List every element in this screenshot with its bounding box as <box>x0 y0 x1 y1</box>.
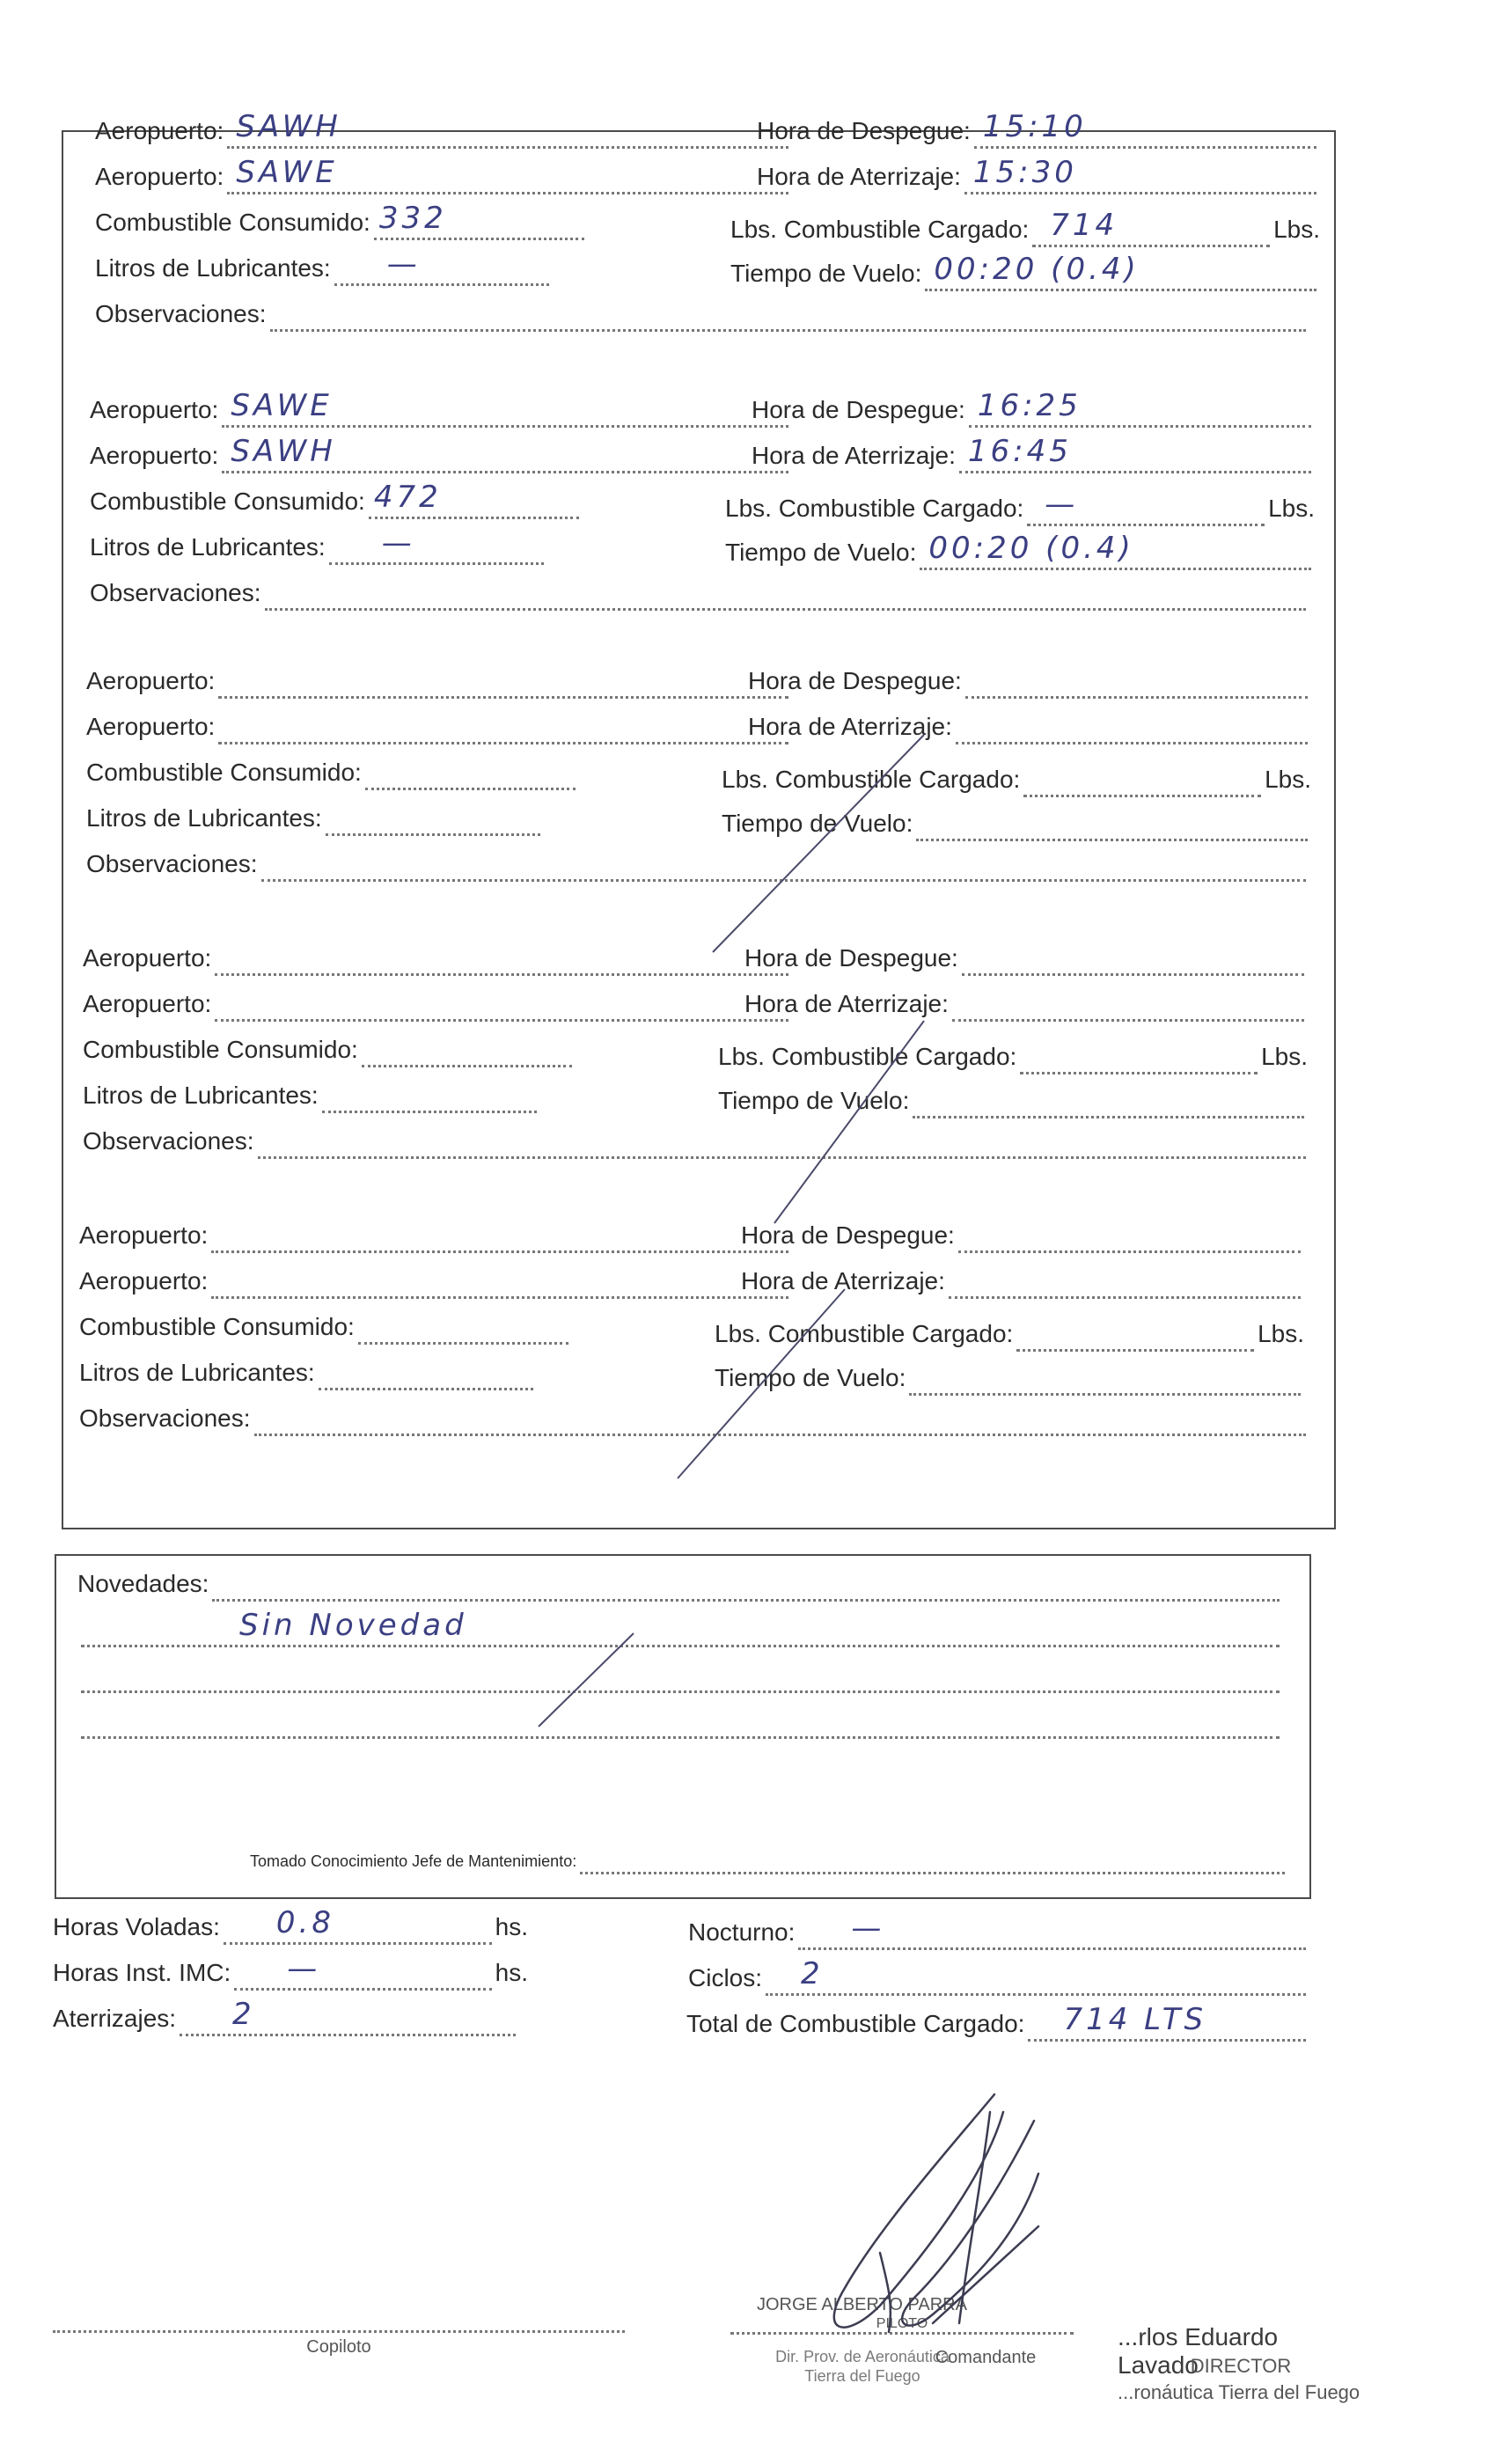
lubricants-value: — <box>381 525 415 561</box>
lubricants-label: Litros de Lubricantes: <box>83 1082 319 1109</box>
arr-time-label: Hora de Aterrizaje: <box>752 442 956 469</box>
flight-time-label: Tiempo de Vuelo: <box>718 1087 910 1114</box>
observations-label: Observaciones: <box>95 300 267 327</box>
commander-stamp-org: Dir. Prov. de Aeronáutica <box>775 2348 950 2365</box>
fuel-loaded-label: Lbs. Combustible Cargado: <box>722 766 1021 793</box>
fuel-loaded-value: — <box>1045 487 1079 522</box>
dep-airport-label: Aeropuerto: <box>79 1221 209 1249</box>
imc-label: Horas Inst. IMC: <box>53 1959 231 1986</box>
fuel-used-value: 332 <box>378 201 447 236</box>
fuel-used-label: Combustible Consumido: <box>83 1036 358 1063</box>
flight-time-value: 00:20 (0.4) <box>928 531 1134 566</box>
maintenance-label: Tomado Conocimiento Jefe de Mantenimiento: <box>250 1852 577 1870</box>
total-fuel-label: Total de Combustible Cargado: <box>686 2010 1025 2037</box>
arr-airport-value: SAWE <box>236 155 338 190</box>
dep-airport-value: SAWE <box>231 388 333 423</box>
night-label: Nocturno: <box>688 1918 796 1946</box>
fuel-used-label: Combustible Consumido: <box>95 209 370 236</box>
imc-value: — <box>287 1951 321 1986</box>
fuel-loaded-value: 714 <box>1050 208 1118 243</box>
lubricants-label: Litros de Lubricantes: <box>79 1359 315 1386</box>
arr-airport-label: Aeropuerto: <box>83 990 212 1017</box>
arr-time-value: 15:30 <box>972 155 1077 190</box>
flight-time-label: Tiempo de Vuelo: <box>715 1364 906 1391</box>
cancel-stroke-block-4 <box>774 1021 924 1223</box>
novedades-text: Sin Novedad <box>239 1608 467 1643</box>
observations-label: Observaciones: <box>83 1127 254 1155</box>
fuel-used-label: Combustible Consumido: <box>79 1313 355 1340</box>
fuel-used-label: Combustible Consumido: <box>90 488 365 515</box>
fuel-unit: Lbs. <box>1273 216 1320 243</box>
lubricants-label: Litros de Lubricantes: <box>86 804 322 832</box>
dep-time-value: 15:10 <box>982 109 1087 144</box>
arr-time-label: Hora de Aterrizaje: <box>748 713 952 740</box>
fuel-unit: Lbs. <box>1268 495 1315 522</box>
dep-time-label: Hora de Despegue: <box>744 944 958 972</box>
total-fuel-value: 714 LTS <box>1063 2002 1207 2037</box>
cycles-value: 2 <box>801 1956 824 1991</box>
landings-label: Aterrizajes: <box>53 2005 177 2032</box>
dep-time-value: 16:25 <box>977 388 1082 423</box>
cycles-label: Ciclos: <box>688 1964 763 1991</box>
lubricants-label: Litros de Lubricantes: <box>90 533 326 561</box>
commander-signature-scribble <box>834 2094 1038 2332</box>
dep-airport-label: Aeropuerto: <box>95 117 224 144</box>
arr-airport-label: Aeropuerto: <box>86 713 216 740</box>
arr-time-label: Hora de Aterrizaje: <box>757 163 961 190</box>
fuel-loaded-label: Lbs. Combustible Cargado: <box>715 1320 1014 1347</box>
cancel-stroke-novedades <box>539 1633 634 1727</box>
arr-time-label: Hora de Aterrizaje: <box>741 1267 945 1294</box>
commander-label: Comandante <box>935 2348 1037 2367</box>
copilot-label: Copiloto <box>306 2337 371 2357</box>
fuel-unit: Lbs. <box>1258 1320 1304 1347</box>
night-value: — <box>851 1910 885 1946</box>
director-org: ...ronáutica Tierra del Fuego <box>1118 2381 1360 2403</box>
cancel-stroke-block-3 <box>713 735 924 952</box>
observations-label: Observaciones: <box>86 850 258 877</box>
dep-time-label: Hora de Despegue: <box>741 1221 955 1249</box>
cancel-stroke-block-5 <box>678 1289 845 1478</box>
hours-flown-label: Horas Voladas: <box>53 1913 220 1940</box>
hours-flown-value: 0.8 <box>275 1905 334 1940</box>
novedades-label: Novedades: <box>77 1570 209 1597</box>
dep-airport-label: Aeropuerto: <box>90 396 219 423</box>
lubricants-label: Litros de Lubricantes: <box>95 254 331 282</box>
arr-airport-value: SAWH <box>231 434 336 469</box>
fuel-used-value: 472 <box>373 480 442 515</box>
fuel-loaded-label: Lbs. Combustible Cargado: <box>730 216 1030 243</box>
dep-time-label: Hora de Despegue: <box>757 117 971 144</box>
commander-stamp-region: Tierra del Fuego <box>804 2367 920 2385</box>
fuel-used-label: Combustible Consumido: <box>86 759 362 786</box>
dep-time-label: Hora de Despegue: <box>752 396 965 423</box>
fuel-unit: Lbs. <box>1265 766 1311 793</box>
dep-time-label: Hora de Despegue: <box>748 667 962 694</box>
landings-value: 2 <box>232 1997 255 2032</box>
arr-airport-label: Aeropuerto: <box>90 442 219 469</box>
fuel-loaded-label: Lbs. Combustible Cargado: <box>718 1043 1017 1070</box>
hours-flown-unit: hs. <box>495 1913 528 1940</box>
observations-label: Observaciones: <box>79 1404 251 1432</box>
observations-label: Observaciones: <box>90 579 261 606</box>
commander-stamp-name: JORGE ALBERTO PARRA <box>757 2295 967 2314</box>
dep-airport-label: Aeropuerto: <box>83 944 212 972</box>
flight-time-value: 00:20 (0.4) <box>934 252 1140 287</box>
director-role: DIRECTOR <box>1190 2355 1292 2377</box>
flight-time-label: Tiempo de Vuelo: <box>722 810 913 837</box>
lubricants-value: — <box>386 246 421 282</box>
commander-stamp-role: PILOTO <box>876 2316 928 2331</box>
flight-time-label: Tiempo de Vuelo: <box>725 539 917 566</box>
fuel-unit: Lbs. <box>1261 1043 1308 1070</box>
arr-airport-label: Aeropuerto: <box>95 163 224 190</box>
director-name: ...rlos Eduardo Lavado <box>1118 2323 1279 2379</box>
arr-time-label: Hora de Aterrizaje: <box>744 990 949 1017</box>
dep-airport-value: SAWH <box>236 109 341 144</box>
imc-unit: hs. <box>495 1959 528 1986</box>
dep-airport-label: Aeropuerto: <box>86 667 216 694</box>
arr-time-value: 16:45 <box>967 434 1072 469</box>
arr-airport-label: Aeropuerto: <box>79 1267 209 1294</box>
fuel-loaded-label: Lbs. Combustible Cargado: <box>725 495 1024 522</box>
flight-time-label: Tiempo de Vuelo: <box>730 260 922 287</box>
